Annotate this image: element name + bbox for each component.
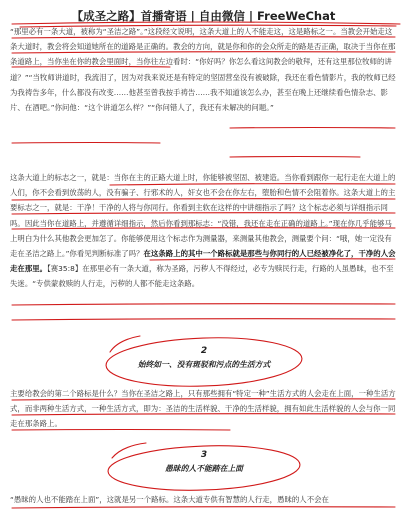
- paragraph-1: “那里必有一条大道，被称为“圣洁之路”。”这段经文说明，这条大道上的人不能走这，这是路标之一。当教会开始走这条大道时，教会将会知道她所在的道路是正确的。教会的方向，就是你和你的会众所走的路是否正确，取决于当你在那条道路上，当你坐在你的教会里面时，当你往左边看时：“你好吗？你怎么看这间教会的敬拜，还有这里那位牧师的讲道？”“当牧师讲道时，我流泪了，因为对我来说还是有特定的坚固营垒没有被破除，我还在看色情影片，我的牧师已经为我祷告多年，什么都没有改变……他甚至曾我按手祷告……我不知道该怎么办，甚至在晚上还继续看色情杂志、影片、在酒吧。”你问他：“这个讲道怎么样？”“你问错人了，我还有未解决的问题。”: [10, 27, 396, 113]
- page-header: [0, 5, 407, 26]
- section-number-2: 2: [200, 346, 208, 356]
- page-title: 【成圣之路】首播寄语 | 自由微信 | FreeWeChat: [71, 9, 336, 23]
- underline-p2-l7: [12, 319, 395, 320]
- section-heading-3: [118, 450, 290, 474]
- paragraph-2-text-a: 这条大道上的标志之一，就是：当你在主的正路大道上时，你能够被坚固、被建造。当你看到跟你一起行走在大道上的人们，你不会看到放荡的人，没有骗子、行邪术的人，奸女也不会在你左右，堕胎和色情不会阻着你。这条大道上的主要标志之一，就是：干净！干净的人将与你同行。你看到主软在这样的中讲细指示了吗？这个标志必须与详细指示同吗。因此当你在道路上，并遵循详细指示，然后你看到那标志：“没错，我还在走在正确的道路上。”现在你几乎能够马上明白为什么其他教会更加怎了。你能够使用这个标志作为测量器，来测量其他教会，测量要个问：“哦，她一定没有走在圣洁之路上。”你看见判断标准了吗？: [10, 173, 396, 259]
- paragraph-2-bold-text: 在这条路上的其中一个路标就是那些与你同行的人已经被净化了，干净的人会走在那里。: [10, 249, 396, 274]
- section-heading-2: [118, 346, 290, 370]
- section-title-3: 愚昧的人不能踏在上面: [165, 464, 243, 473]
- section-title-2: 始终如一、没有斑驳和污点的生活方式: [137, 360, 271, 369]
- paragraph-4: “愚昧的人也不能踏在上面”，这就是另一个路标。这条大道专供有智慧的人行走，愚昧的人不会在: [10, 495, 329, 504]
- paragraph-2-text-c: 【赛35:8】在那里必有一条大道，称为圣路，污秽人不得经过，必专为赎民行走，行路的人虽愚昧，也不至失迷。“专供蒙救赎的人行走，污秽的人都不能走这条路。: [10, 264, 394, 289]
- underline-p1-l4: [230, 128, 395, 129]
- section-number-3: 3: [200, 450, 208, 460]
- paragraph-2: [10, 170, 398, 292]
- underline-p1-l5: [12, 143, 160, 144]
- paragraph-3: 主要给教会的第二个路标是什么？当你在圣洁之路上，只有那些拥有“特定一种”生活方式的人会走在上面，一种生活方式，而非两种生活方式，一种生活方式，即为：圣洁的生活样貌、干净的生活样貌，拥有如此生活样貌的人会与你一同走在那条路上。: [10, 389, 396, 429]
- underline-p1-l6: [230, 157, 360, 158]
- underline-p2-l6: [12, 304, 395, 305]
